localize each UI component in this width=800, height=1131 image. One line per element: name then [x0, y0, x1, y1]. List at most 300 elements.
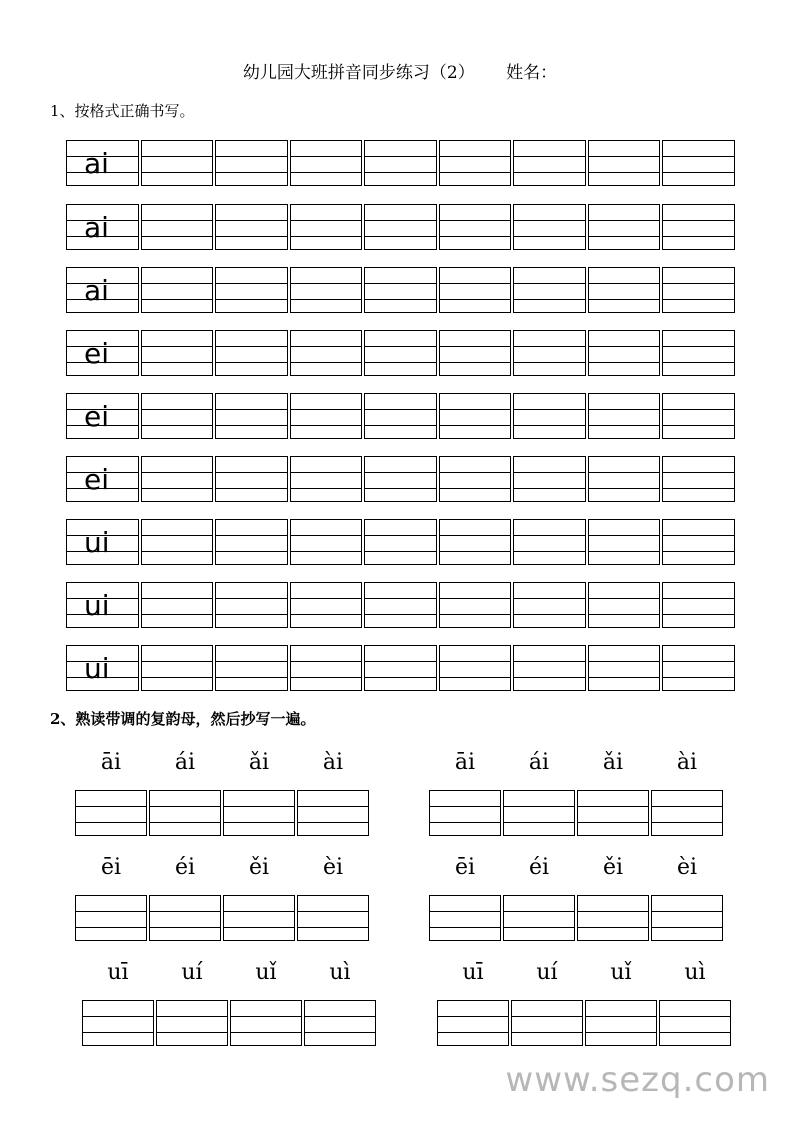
guide-line: [660, 1016, 730, 1017]
guide-line: [216, 172, 287, 173]
writing-cell[interactable]: [513, 330, 586, 376]
writing-cell[interactable]: [662, 456, 735, 502]
writing-cell[interactable]: [290, 393, 363, 439]
writing-cell[interactable]: [141, 645, 214, 691]
writing-cell[interactable]: [290, 456, 363, 502]
writing-cell[interactable]: [588, 330, 661, 376]
guide-line: [216, 677, 287, 678]
guide-line: [216, 661, 287, 662]
writing-cell[interactable]: [439, 645, 512, 691]
writing-cell[interactable]: [290, 330, 363, 376]
guide-line: [365, 172, 436, 173]
writing-cell[interactable]: [364, 204, 437, 250]
guide-line: [150, 911, 220, 912]
writing-cell[interactable]: [141, 330, 214, 376]
guide-line: [291, 488, 362, 489]
guide-line: [365, 614, 436, 615]
guide-line: [586, 1016, 656, 1017]
writing-cell[interactable]: [290, 645, 363, 691]
sample-letter: ei: [84, 337, 110, 370]
toned-final: ái: [174, 750, 196, 775]
guide-line: [663, 220, 734, 221]
guide-line: [514, 236, 585, 237]
writing-cell[interactable]: [364, 645, 437, 691]
guide-line: [440, 346, 511, 347]
guide-line: [298, 806, 368, 807]
guide-line: [663, 362, 734, 363]
guide-line: [589, 220, 660, 221]
guide-line: [663, 472, 734, 473]
writing-cell[interactable]: [662, 519, 735, 565]
writing-cell[interactable]: [439, 140, 512, 186]
guide-line: [142, 172, 213, 173]
guide-line: [663, 425, 734, 426]
guide-line: [83, 1016, 153, 1017]
guide-line: [663, 677, 734, 678]
guide-line: [216, 425, 287, 426]
guide-line: [298, 927, 368, 928]
writing-cell[interactable]: [141, 519, 214, 565]
writing-cell[interactable]: [215, 267, 288, 313]
guide-line: [586, 1032, 656, 1033]
writing-cell[interactable]: [141, 204, 214, 250]
writing-cell[interactable]: [651, 790, 723, 836]
sample-letter: ai: [84, 274, 109, 307]
guide-line: [663, 661, 734, 662]
writing-cell[interactable]: [577, 895, 649, 941]
guide-line: [216, 598, 287, 599]
writing-cell[interactable]: [215, 204, 288, 250]
guide-line: [663, 409, 734, 410]
toned-final: āi: [100, 750, 122, 775]
guide-line: [365, 362, 436, 363]
guide-line: [142, 551, 213, 552]
guide-line: [663, 236, 734, 237]
writing-cell[interactable]: [230, 1000, 302, 1046]
guide-line: [142, 614, 213, 615]
writing-cell[interactable]: [215, 393, 288, 439]
toned-final: ài: [676, 750, 698, 775]
writing-cell[interactable]: [82, 1000, 154, 1046]
writing-cell[interactable]: [141, 267, 214, 313]
guide-line: [589, 362, 660, 363]
guide-line: [440, 661, 511, 662]
writing-cell[interactable]: [513, 204, 586, 250]
guide-line: [514, 472, 585, 473]
writing-cell[interactable]: [304, 1000, 376, 1046]
writing-cell[interactable]: [290, 140, 363, 186]
guide-line: [589, 677, 660, 678]
writing-cell[interactable]: [662, 645, 735, 691]
guide-line: [216, 236, 287, 237]
guide-line: [76, 927, 146, 928]
guide-line: [663, 299, 734, 300]
guide-line: [514, 598, 585, 599]
guide-line: [514, 220, 585, 221]
guide-line: [365, 156, 436, 157]
writing-cell[interactable]: [662, 204, 735, 250]
toned-final: éi: [174, 855, 196, 880]
guide-line: [589, 598, 660, 599]
guide-line: [291, 535, 362, 536]
writing-cell[interactable]: [75, 895, 147, 941]
writing-cell[interactable]: [364, 140, 437, 186]
guide-line: [142, 535, 213, 536]
guide-line: [291, 661, 362, 662]
guide-line: [589, 236, 660, 237]
toned-final: ǎi: [248, 750, 270, 775]
guide-line: [430, 822, 500, 823]
toned-final: uī: [462, 960, 484, 985]
guide-line: [216, 362, 287, 363]
guide-line: [216, 220, 287, 221]
writing-cell[interactable]: [588, 456, 661, 502]
writing-cell[interactable]: [290, 204, 363, 250]
guide-line: [440, 535, 511, 536]
guide-line: [142, 362, 213, 363]
writing-cell[interactable]: [513, 645, 586, 691]
guide-line: [291, 346, 362, 347]
guide-line: [440, 488, 511, 489]
guide-line: [298, 911, 368, 912]
guide-line: [440, 409, 511, 410]
writing-cell[interactable]: [141, 140, 214, 186]
guide-line: [514, 299, 585, 300]
guide-line: [216, 156, 287, 157]
guide-line: [663, 551, 734, 552]
guide-line: [578, 806, 648, 807]
guide-line: [142, 220, 213, 221]
name-label: 姓名：: [506, 63, 558, 83]
writing-cell[interactable]: [513, 582, 586, 628]
guide-line: [365, 236, 436, 237]
writing-cell[interactable]: [290, 267, 363, 313]
toned-final: ěi: [248, 855, 270, 880]
guide-line: [504, 927, 574, 928]
guide-line: [504, 911, 574, 912]
guide-line: [365, 677, 436, 678]
writing-cell[interactable]: [662, 330, 735, 376]
guide-line: [663, 535, 734, 536]
guide-line: [512, 1032, 582, 1033]
toned-final: ēi: [100, 855, 122, 880]
guide-line: [440, 677, 511, 678]
sample-letter: ui: [84, 526, 110, 559]
section-1-heading: 1、按格式正确书写。: [50, 102, 195, 120]
guide-line: [365, 283, 436, 284]
guide-line: [291, 236, 362, 237]
toned-final: uì: [684, 960, 706, 985]
guide-line: [142, 409, 213, 410]
writing-cell[interactable]: [588, 393, 661, 439]
guide-line: [142, 472, 213, 473]
guide-line: [231, 1016, 301, 1017]
guide-line: [440, 362, 511, 363]
writing-cell[interactable]: [156, 1000, 228, 1046]
guide-line: [652, 927, 722, 928]
writing-cell[interactable]: [439, 204, 512, 250]
writing-cell[interactable]: [215, 330, 288, 376]
toned-final: uí: [536, 960, 558, 985]
guide-line: [514, 535, 585, 536]
writing-cell[interactable]: [437, 1000, 509, 1046]
writing-cell[interactable]: [75, 790, 147, 836]
guide-line: [589, 172, 660, 173]
guide-line: [663, 488, 734, 489]
guide-line: [578, 911, 648, 912]
writing-cell[interactable]: [364, 582, 437, 628]
guide-line: [291, 425, 362, 426]
guide-line: [663, 283, 734, 284]
toned-final: ēi: [454, 855, 476, 880]
guide-line: [216, 488, 287, 489]
writing-cell[interactable]: [290, 519, 363, 565]
toned-final: ái: [528, 750, 550, 775]
writing-cell[interactable]: [511, 1000, 583, 1046]
guide-line: [514, 425, 585, 426]
writing-cell[interactable]: [223, 895, 295, 941]
writing-cell[interactable]: [503, 790, 575, 836]
writing-cell[interactable]: [141, 582, 214, 628]
writing-cell[interactable]: [439, 456, 512, 502]
guide-line: [365, 535, 436, 536]
writing-cell[interactable]: [439, 519, 512, 565]
guide-line: [150, 822, 220, 823]
guide-line: [305, 1032, 375, 1033]
writing-cell[interactable]: [513, 393, 586, 439]
writing-cell[interactable]: [588, 267, 661, 313]
guide-line: [438, 1016, 508, 1017]
section-2-heading: 2、熟读带调的复韵母，然后抄写一遍。: [50, 710, 316, 728]
guide-line: [224, 806, 294, 807]
guide-line: [514, 156, 585, 157]
guide-line: [514, 283, 585, 284]
writing-cell[interactable]: [651, 895, 723, 941]
guide-line: [291, 172, 362, 173]
guide-line: [231, 1032, 301, 1033]
guide-line: [663, 614, 734, 615]
writing-cell[interactable]: [439, 582, 512, 628]
writing-cell[interactable]: [439, 393, 512, 439]
toned-final: ěi: [602, 855, 624, 880]
guide-line: [142, 425, 213, 426]
writing-cell[interactable]: [662, 582, 735, 628]
writing-cell[interactable]: [364, 519, 437, 565]
guide-line: [514, 409, 585, 410]
guide-line: [365, 220, 436, 221]
guide-line: [150, 927, 220, 928]
guide-line: [440, 156, 511, 157]
guide-line: [440, 236, 511, 237]
guide-line: [589, 661, 660, 662]
guide-line: [216, 283, 287, 284]
guide-line: [660, 1032, 730, 1033]
writing-cell[interactable]: [588, 582, 661, 628]
writing-cell[interactable]: [297, 895, 369, 941]
guide-line: [291, 472, 362, 473]
guide-line: [76, 806, 146, 807]
toned-final: èi: [322, 855, 344, 880]
guide-line: [663, 172, 734, 173]
guide-line: [216, 299, 287, 300]
writing-cell[interactable]: [215, 456, 288, 502]
guide-line: [440, 551, 511, 552]
guide-line: [589, 346, 660, 347]
writing-cell[interactable]: [149, 790, 221, 836]
writing-cell[interactable]: [513, 456, 586, 502]
writing-cell[interactable]: [662, 393, 735, 439]
writing-cell[interactable]: [215, 645, 288, 691]
worksheet-title: 幼儿园大班拼音同步练习（2）: [242, 63, 475, 83]
guide-line: [291, 220, 362, 221]
guide-line: [440, 299, 511, 300]
writing-cell[interactable]: [439, 267, 512, 313]
guide-line: [142, 346, 213, 347]
guide-line: [365, 346, 436, 347]
guide-line: [440, 172, 511, 173]
guide-line: [512, 1016, 582, 1017]
guide-line: [142, 156, 213, 157]
guide-line: [430, 911, 500, 912]
sample-letter: ai: [84, 147, 109, 180]
guide-line: [150, 806, 220, 807]
guide-line: [440, 614, 511, 615]
writing-cell[interactable]: [364, 330, 437, 376]
guide-line: [224, 822, 294, 823]
guide-line: [504, 806, 574, 807]
guide-line: [514, 551, 585, 552]
watermark: www.sezq.com: [505, 1060, 770, 1100]
guide-line: [216, 551, 287, 552]
guide-line: [589, 409, 660, 410]
guide-line: [142, 677, 213, 678]
guide-line: [365, 661, 436, 662]
guide-line: [142, 598, 213, 599]
writing-cell[interactable]: [215, 582, 288, 628]
guide-line: [365, 488, 436, 489]
guide-line: [514, 677, 585, 678]
toned-final: uī: [107, 960, 129, 985]
guide-line: [216, 472, 287, 473]
writing-cell[interactable]: [577, 790, 649, 836]
writing-cell[interactable]: [503, 895, 575, 941]
writing-cell[interactable]: [513, 519, 586, 565]
guide-line: [589, 551, 660, 552]
guide-line: [440, 598, 511, 599]
guide-line: [142, 283, 213, 284]
writing-cell[interactable]: [141, 456, 214, 502]
guide-line: [440, 220, 511, 221]
toned-final: uǐ: [255, 960, 277, 985]
writing-cell[interactable]: [149, 895, 221, 941]
guide-line: [514, 661, 585, 662]
writing-cell[interactable]: [215, 140, 288, 186]
writing-cell[interactable]: [588, 140, 661, 186]
writing-cell[interactable]: [662, 267, 735, 313]
guide-line: [142, 661, 213, 662]
guide-line: [365, 551, 436, 552]
guide-line: [652, 911, 722, 912]
guide-line: [589, 283, 660, 284]
toned-final: èi: [676, 855, 698, 880]
page-title: [0, 58, 800, 83]
writing-cell[interactable]: [141, 393, 214, 439]
guide-line: [589, 614, 660, 615]
writing-cell[interactable]: [215, 519, 288, 565]
writing-cell[interactable]: [429, 895, 501, 941]
writing-cell[interactable]: [290, 582, 363, 628]
toned-final: ài: [322, 750, 344, 775]
guide-line: [291, 283, 362, 284]
writing-cell[interactable]: [439, 330, 512, 376]
writing-cell[interactable]: [513, 267, 586, 313]
guide-line: [578, 822, 648, 823]
guide-line: [514, 362, 585, 363]
guide-line: [504, 822, 574, 823]
writing-cell[interactable]: [223, 790, 295, 836]
guide-line: [589, 472, 660, 473]
guide-line: [157, 1016, 227, 1017]
guide-line: [291, 551, 362, 552]
guide-line: [365, 409, 436, 410]
writing-cell[interactable]: [585, 1000, 657, 1046]
guide-line: [142, 488, 213, 489]
guide-line: [440, 472, 511, 473]
guide-line: [76, 822, 146, 823]
guide-line: [291, 156, 362, 157]
guide-line: [298, 822, 368, 823]
guide-line: [430, 927, 500, 928]
toned-final: āi: [454, 750, 476, 775]
guide-line: [589, 488, 660, 489]
guide-line: [663, 156, 734, 157]
writing-cell[interactable]: [364, 393, 437, 439]
guide-line: [76, 911, 146, 912]
toned-final: ǎi: [602, 750, 624, 775]
writing-cell[interactable]: [297, 790, 369, 836]
writing-cell[interactable]: [364, 456, 437, 502]
writing-cell[interactable]: [588, 519, 661, 565]
sample-letter: ai: [84, 211, 109, 244]
guide-line: [514, 488, 585, 489]
guide-line: [589, 425, 660, 426]
guide-line: [157, 1032, 227, 1033]
guide-line: [589, 299, 660, 300]
guide-line: [83, 1032, 153, 1033]
guide-line: [216, 614, 287, 615]
toned-final: uì: [329, 960, 351, 985]
guide-line: [365, 299, 436, 300]
guide-line: [663, 598, 734, 599]
writing-cell[interactable]: [588, 645, 661, 691]
sample-letter: ei: [84, 400, 110, 433]
guide-line: [216, 535, 287, 536]
sample-letter: ui: [84, 652, 110, 685]
toned-final: uǐ: [610, 960, 632, 985]
guide-line: [291, 362, 362, 363]
guide-line: [663, 346, 734, 347]
writing-cell[interactable]: [662, 140, 735, 186]
writing-cell[interactable]: [364, 267, 437, 313]
writing-cell[interactable]: [659, 1000, 731, 1046]
writing-cell[interactable]: [513, 140, 586, 186]
guide-line: [291, 677, 362, 678]
guide-line: [365, 598, 436, 599]
writing-cell[interactable]: [429, 790, 501, 836]
writing-cell[interactable]: [588, 204, 661, 250]
guide-line: [438, 1032, 508, 1033]
guide-line: [291, 409, 362, 410]
